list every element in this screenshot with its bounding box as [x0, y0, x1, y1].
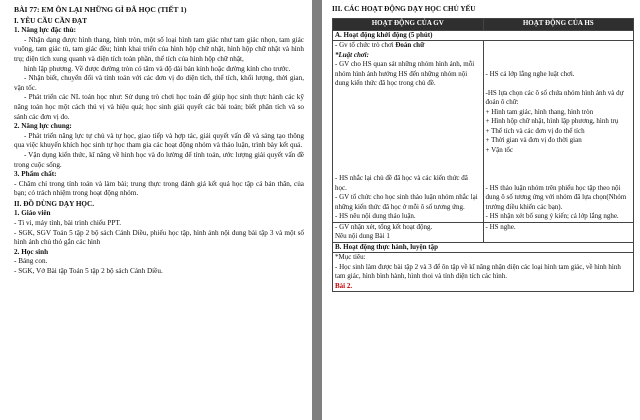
text-span: - Bảng con. — [14, 257, 48, 266]
band-a: A. Hoạt động khởi động (5 phút) — [333, 30, 634, 41]
text-span: + Hình tam giác, hình thang, hình tròn — [485, 107, 594, 116]
spacer — [335, 127, 481, 137]
activities-table — [332, 18, 634, 293]
text-span: - Ti vi, máy tính, bài trình chiếu PPT. — [14, 219, 122, 228]
text-line — [486, 184, 632, 213]
text-line — [486, 146, 632, 156]
text-line — [14, 74, 304, 93]
text-span: + Thể tích và các đơn vị đo thể tích — [485, 126, 585, 135]
text-line — [335, 41, 481, 51]
text-line — [14, 65, 304, 75]
text-line — [14, 151, 304, 170]
header-teacher: HOẠT ĐỘNG CỦA GV — [333, 18, 484, 30]
text-span: 2. Năng lực chung: — [14, 122, 72, 131]
text-span: - HS nghe. — [485, 222, 516, 231]
text-span: Bài 2. — [335, 281, 353, 290]
text-line — [14, 36, 304, 65]
text-span: BÀI 77: EM ÔN LẠI NHỮNG GÌ ĐÃ HỌC (TIẾT 1) — [14, 5, 187, 14]
text-span: 2. Học sinh — [14, 247, 49, 256]
text-line — [14, 267, 304, 277]
text-line — [486, 127, 632, 137]
text-line — [14, 209, 304, 219]
spacer — [486, 41, 632, 51]
text-span: Nêu nội dung Bài 1 — [335, 232, 390, 241]
right-document-page — [322, 0, 640, 420]
text-span: - Chăm chỉ trong tính toán và làm bài; trung thực trong đánh giá kết quả học tập cá bản thân, của bạn; có trách nhiệm trong hoạt động nhóm. — [14, 179, 304, 198]
practice-cell — [333, 253, 634, 292]
text-span: *Mục tiêu: — [335, 253, 366, 262]
text-line — [335, 232, 481, 242]
spacer — [486, 51, 632, 61]
spacer — [335, 117, 481, 127]
text-span: - GV nhận xét, tổng kết hoạt động. — [335, 222, 433, 231]
text-line — [486, 212, 632, 222]
band-row-a — [333, 30, 634, 41]
text-span: - SGK, SGV Toán 5 tập 2 bộ sách Cánh Diều, phiếu học tập, hình ảnh nội dung bài tập 3 và một số hình ảnh chủ thỏ gắn các hình — [14, 228, 304, 247]
spacer — [335, 146, 481, 156]
text-span: - Vận dụng kiến thức, kĩ năng về hình học và đo lường để tính toán, ước lượng giải quyết vấn đề trong cuộc sống. — [14, 150, 304, 169]
text-line — [14, 17, 304, 27]
text-span: + Vận tốc — [485, 145, 514, 154]
text-line — [486, 223, 632, 233]
header-student: HOẠT ĐỘNG CỦA HS — [483, 18, 634, 30]
text-span: + Hình hộp chữ nhật, hình lập phương, hình trụ — [485, 117, 619, 126]
text-line — [335, 282, 631, 292]
table-row — [333, 253, 634, 292]
spacer — [335, 136, 481, 146]
text-line — [14, 229, 304, 248]
text-span: 1. Năng lực đặc thù: — [14, 26, 77, 35]
text-span: - SGK, Vở Bài tập Toán 5 tập 2 bộ sách Cánh Diều. — [14, 267, 163, 276]
text-span: 1. Giáo viên — [14, 209, 51, 218]
table-row — [333, 41, 634, 223]
left-document-page — [0, 0, 312, 420]
spacer — [335, 98, 481, 108]
text-line — [335, 193, 481, 212]
text-span: -HS lựa chọn các ô số chứa nhóm hình ảnh và dự đoán ô chữ: — [485, 88, 624, 107]
text-line — [486, 136, 632, 146]
student-cell — [483, 222, 634, 242]
spacer — [335, 155, 481, 165]
text-line — [335, 253, 631, 263]
text-line — [14, 26, 304, 36]
text-span: - Phát triển năng lực tự chủ và tự học, giao tiếp và hợp tác, giải quyết vấn đề và sáng tạo thông qua việc khuyến khích học sinh tự học tham gia các hoạt động nhóm và thảo luận, trình bày kết quả. — [14, 131, 304, 150]
text-line — [486, 108, 632, 118]
text-line — [14, 93, 304, 122]
text-line — [14, 180, 304, 199]
text-line — [14, 200, 304, 210]
section-title: III. CÁC HOẠT ĐỘNG DẠY HỌC CHỦ YẾU — [332, 5, 476, 13]
text-span: - GV cho HS quan sát những nhóm hình ảnh, mỗi nhóm hình ảnh hướng HS đến những nhóm nội dung kiến thức đã học trong chủ đề. — [335, 60, 475, 88]
text-line — [14, 122, 304, 132]
spacer — [486, 60, 632, 70]
text-line — [14, 248, 304, 258]
text-span: - GV tổ chức cho học sinh thảo luận nhóm nhắc lại những kiến thức đã học ở mỗi ô số tương ứng. — [335, 193, 478, 211]
table-row — [333, 222, 634, 242]
text-span: - HS nhắc lại chủ đề đã học và các kiến thức đã học. — [335, 174, 468, 192]
bold-span: Đoán chữ — [395, 41, 425, 50]
text-line — [14, 170, 304, 180]
spacer — [486, 79, 632, 89]
spacer — [486, 155, 632, 165]
text-line — [486, 70, 632, 80]
text-span: - Học sinh làm được bài tập 2 và 3 để ôn tập về kĩ năng nhận diện các loại hình tam giác, về hình hình tam giác, hình bình hành, hình thoi và tính diện tích các hình. — [335, 262, 621, 281]
text-line — [14, 257, 304, 267]
teacher-cell — [333, 41, 484, 223]
text-span: - HS thảo luận nhóm trên phiếu học tập theo nội dung ô số tương ứng với nhóm đã lựa chọn(Nhóm trưởng điều khiển các bạn). — [485, 183, 627, 211]
text-span: - HS nhận xét bổ sung ý kiến; cả lớp lắng nghe. — [485, 212, 619, 221]
text-line — [335, 263, 631, 282]
text-span: I. YÊU CẦU CẦN ĐẠT — [14, 16, 88, 25]
text-span: + Thời gian và đơn vị đo thời gian — [485, 136, 582, 145]
spacer — [335, 165, 481, 175]
band-row-b — [333, 242, 634, 253]
text-span: II. ĐỒ DÙNG DẠY HỌC. — [14, 199, 94, 208]
text-line — [14, 219, 304, 229]
text-line — [335, 60, 481, 89]
text-span: *Luật chơi: — [335, 50, 369, 59]
text-line — [335, 223, 481, 233]
text-line — [486, 89, 632, 108]
text-line — [335, 212, 481, 222]
text-line — [14, 132, 304, 151]
text-span: - HS cả lớp lắng nghe luật chơi. — [485, 69, 575, 78]
table-header-row — [333, 18, 634, 30]
spacer — [486, 165, 632, 175]
text-span: - Gv tổ chức trò chơi — [335, 41, 396, 50]
text-line — [486, 117, 632, 127]
band-b: B. Hoạt động thực hành, luyện tập — [333, 242, 634, 253]
spacer — [486, 174, 632, 184]
text-line — [14, 5, 304, 15]
text-span: hình lập phương. Về được đường tròn có tâm và độ dài bán kính hoặc đường kính cho trước. — [24, 64, 291, 73]
spacer — [335, 108, 481, 118]
text-span: - Phát triển các NL toán học như: Sử dụng trò chơi học toán để giúp học sinh thực hành các kỹ năng toán học một cách thú vị và hiệu quả; học sinh giải quyết các bài toán; biết phân tích và so sánh các đơn vị đo. — [14, 93, 304, 121]
text-line — [335, 174, 481, 193]
spacer — [335, 89, 481, 99]
text-span: - Nhận biết, chuyển đổi và tính toán với các đơn vị đo diện tích, thể tích, khối lượng, thời gian, vận tốc. — [14, 74, 304, 92]
teacher-cell — [333, 222, 484, 242]
student-cell — [483, 41, 634, 223]
text-span: - Nhận dạng được hình thang, hình tròn, một số loại hình tam giác như tam giác nhọn, tam giác vuông, tam giác tù, tam giác đều; hình khai triển của hình hộp chữ nhật, hình hộp chữ nhật và hình trụ; diện tích xung quanh và diện tích toàn phần, thể tích của hình hộp chữ nhật, — [14, 35, 304, 63]
text-span: - HS nêu nội dung thảo luận. — [335, 212, 416, 221]
text-span: 3. Phẩm chất: — [14, 170, 57, 179]
text-line — [335, 51, 481, 61]
